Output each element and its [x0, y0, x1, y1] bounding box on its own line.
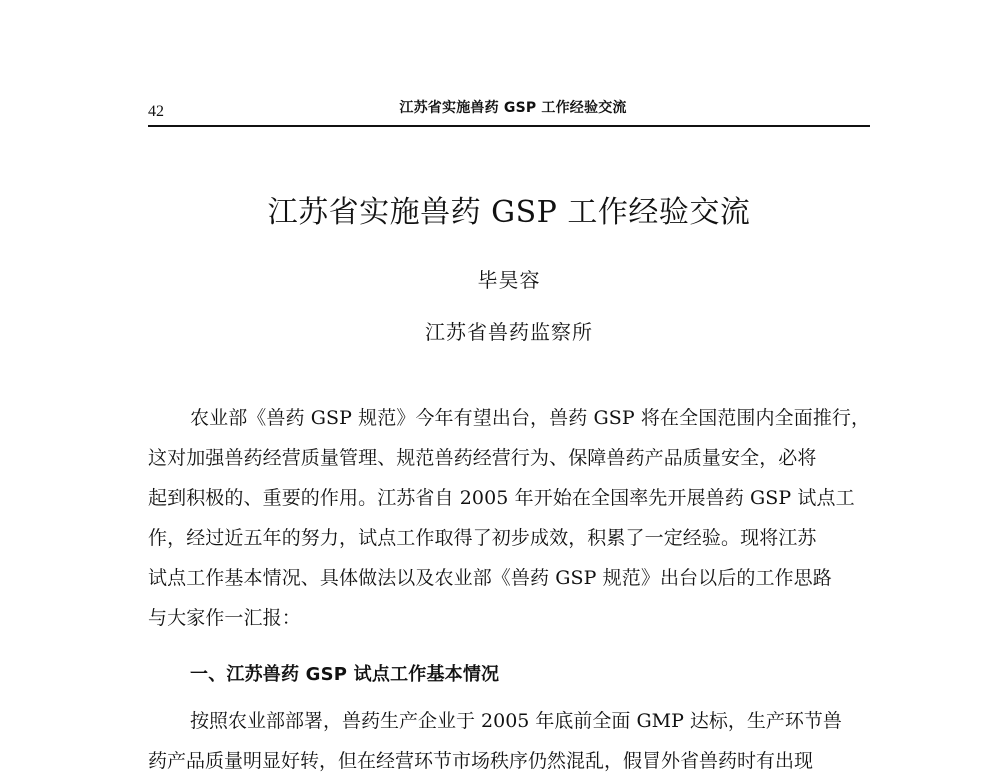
paragraph-line: 这对加强兽药经营质量管理、规范兽药经营行为、保障兽药产品质量安全，必将	[148, 447, 817, 469]
running-header	[148, 97, 870, 127]
paragraph-line: 农业部《兽药 GSP 规范》今年有望出台，兽药 GSP 将在全国范围内全面推行，	[190, 407, 871, 429]
clipped-paragraph-line: 药产品质量明显好转，但在经营环节市场秩序仍然混乱，假冒外省兽药时有出现	[148, 750, 814, 772]
article-title: 江苏省实施兽药 GSP 工作经验交流	[267, 195, 751, 230]
section-paragraph-line: 按照农业部部署，兽药生产企业于 2005 年底前全面 GMP 达标，生产环节兽	[190, 710, 842, 732]
paragraph-line: 作，经过近五年的努力，试点工作取得了初步成效，积累了一定经验。现将江苏	[148, 527, 817, 549]
paragraph-line: 试点工作基本情况、具体做法以及农业部《兽药 GSP 规范》出台以后的工作思路	[148, 567, 832, 589]
running-title: 江苏省实施兽药 GSP 工作经验交流	[399, 100, 627, 116]
paragraph-line: 起到积极的、重要的作用。江苏省自 2005 年开始在全国率先开展兽药 GSP 试点工	[148, 487, 855, 509]
page-number: 42	[148, 103, 164, 120]
author-name: 毕昊容	[477, 268, 541, 292]
paragraph-line: 与大家作一汇报：	[148, 607, 301, 629]
paragraph	[148, 398, 870, 638]
section-heading: 一、江苏兽药 GSP 试点工作基本情况	[190, 664, 500, 685]
author-affiliation: 江苏省兽药监察所	[425, 320, 593, 344]
intro-paragraph	[148, 398, 870, 638]
